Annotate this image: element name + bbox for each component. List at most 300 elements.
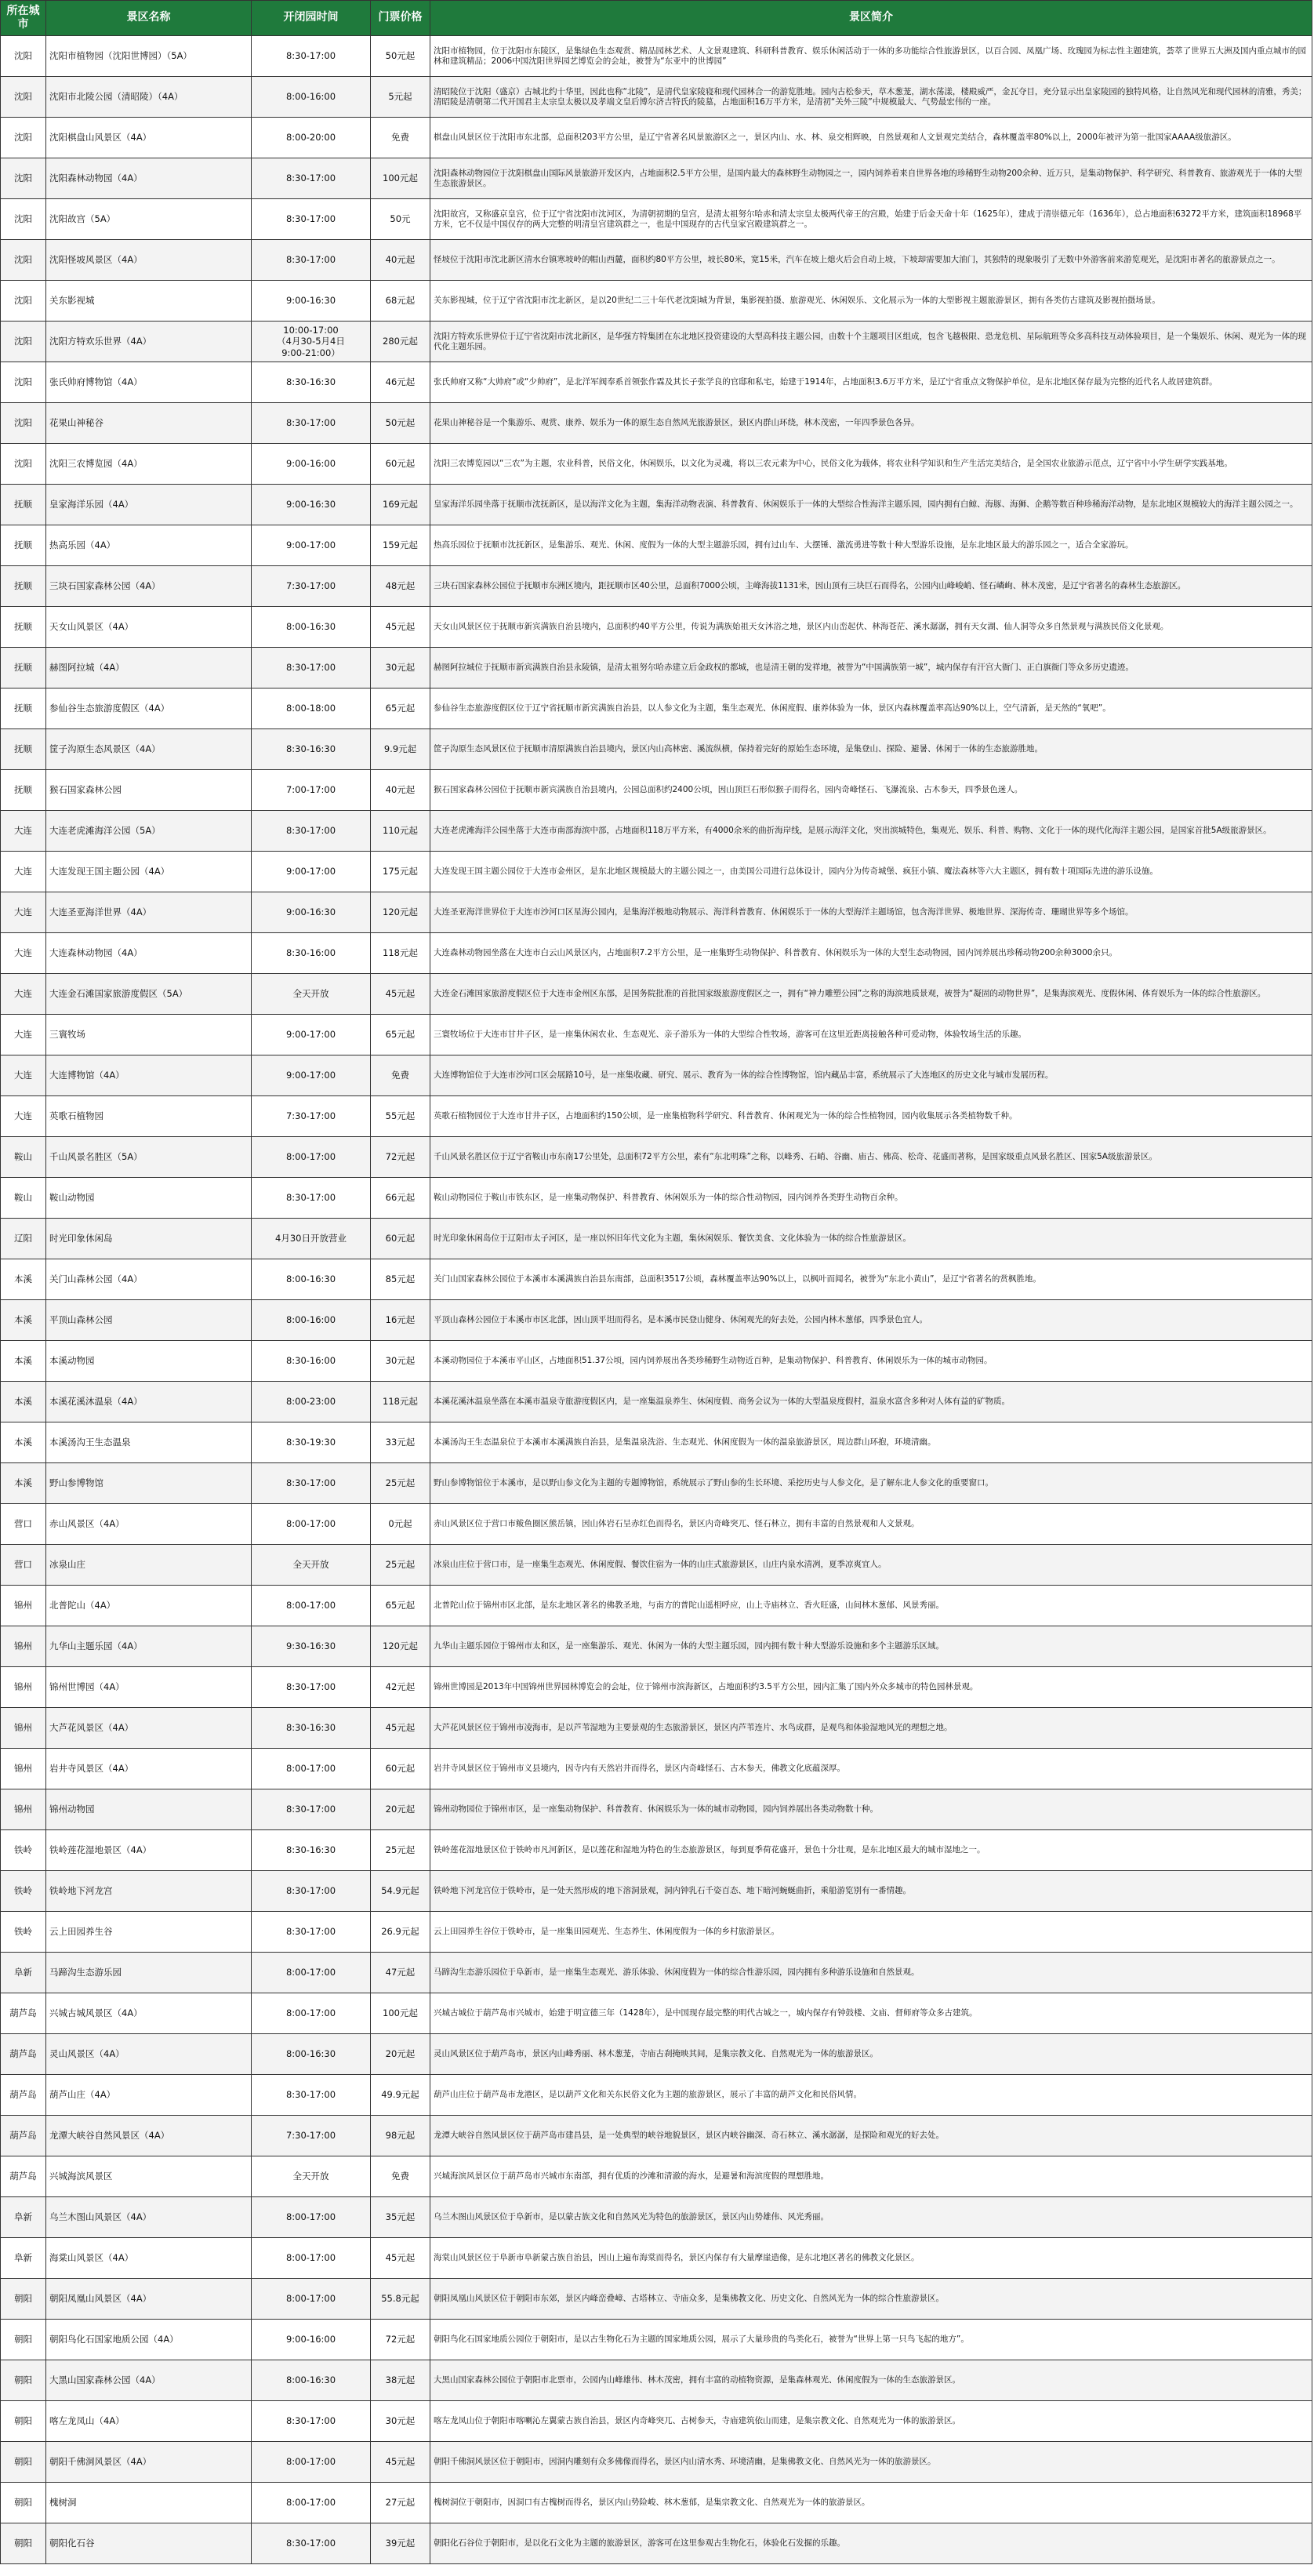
table-row xyxy=(1,525,1312,566)
opening-hours-cell: 全天开放 xyxy=(252,2156,371,2197)
opening-hours-cell: 8:00-17:00 xyxy=(252,2483,371,2523)
table-row xyxy=(1,485,1312,525)
introduction-cell: 沈阳森林动物园位于沈阳棋盘山国际风景旅游开发区内，占地面积2.5平方公里，是国内最大的森林野生动物园之一，园内饲养着来自世界各地的珍稀野生动物200余种、近万只，是集动物保护、科学研究、科普教育、旅游观光于一体的大型生态旅游景区。 xyxy=(430,158,1312,199)
opening-hours-cell: 9:00-17:00 xyxy=(252,1055,371,1096)
ticket-price-cell: 159元起 xyxy=(371,525,430,566)
ticket-price-cell: 免费 xyxy=(371,118,430,158)
city-cell: 朝阳 xyxy=(1,2279,46,2320)
table-row xyxy=(1,403,1312,444)
opening-hours-cell: 9:00-16:30 xyxy=(252,892,371,933)
table-row xyxy=(1,1830,1312,1871)
introduction-cell: 怪坡位于沈阳市沈北新区清水台镇寒坡岭的帽山西麓，面积约80平方公里，坡长80米，宽15米，汽车在坡上熄火后会自动上坡，下坡却需要加大油门，其独特的现象吸引了无数中外游客前来游览观光，是沈阳市著名的旅游景点之一。 xyxy=(430,240,1312,281)
city-cell: 抚顺 xyxy=(1,525,46,566)
opening-hours-cell: 8:30-17:00 xyxy=(252,1667,371,1708)
city-cell: 沈阳 xyxy=(1,118,46,158)
spot-name-cell: 云上田园养生谷 xyxy=(46,1912,252,1953)
table-row xyxy=(1,1259,1312,1300)
city-cell: 鞍山 xyxy=(1,1178,46,1219)
introduction-cell: 大连老虎滩海洋公园坐落于大连市南部海滨中部，占地面积118万平方米，有4000余米的曲折海岸线，是展示海洋文化，突出滨城特色，集观光、娱乐、科普、购物、文化于一体的现代化海洋主题公园，是国家首批5A级旅游景区。 xyxy=(430,811,1312,852)
opening-hours-cell: 7:30-17:00 xyxy=(252,1096,371,1137)
ticket-price-cell: 60元起 xyxy=(371,1749,430,1789)
introduction-cell: 关门山国家森林公园位于本溪市本溪满族自治县东南部，总面积3517公顷，森林覆盖率达90%以上，以枫叶而闻名，被誉为“东北小黄山”，是辽宁省著名的赏枫胜地。 xyxy=(430,1259,1312,1300)
city-cell: 阜新 xyxy=(1,2197,46,2238)
table-row xyxy=(1,36,1312,77)
ticket-price-cell: 55.8元起 xyxy=(371,2279,430,2320)
table-row xyxy=(1,1178,1312,1219)
ticket-price-cell: 30元起 xyxy=(371,648,430,689)
table-row xyxy=(1,1586,1312,1626)
city-cell: 沈阳 xyxy=(1,281,46,322)
table-row xyxy=(1,2238,1312,2279)
city-cell: 抚顺 xyxy=(1,770,46,811)
introduction-cell: 槐树洞位于朝阳市，因洞口有古槐树而得名，景区内山势险峻、林木葱郁，是集宗教文化、自然观光为一体的旅游景区。 xyxy=(430,2483,1312,2523)
spot-name-cell: 野山参博物馆 xyxy=(46,1463,252,1504)
introduction-cell: 热高乐园位于抚顺市沈抚新区，是集游乐、观光、休闲、度假为一体的大型主题游乐园，拥有过山车、大摆锤、激流勇进等数十种大型游乐设施，是东北地区最大的游乐园之一，适合全家游玩。 xyxy=(430,525,1312,566)
ticket-price-cell: 120元起 xyxy=(371,1626,430,1667)
introduction-cell: 朝阳鸟化石国家地质公园位于朝阳市，是以古生物化石为主题的国家地质公园，展示了大量珍贵的鸟类化石，被誉为“世界上第一只鸟飞起的地方”。 xyxy=(430,2320,1312,2360)
ticket-price-cell: 40元起 xyxy=(371,240,430,281)
opening-hours-cell: 8:30-17:00 xyxy=(252,1178,371,1219)
table-row xyxy=(1,1096,1312,1137)
spot-name-cell: 朝阳鸟化石国家地质公园（4A） xyxy=(46,2320,252,2360)
introduction-cell: 朝阳凤凰山风景区位于朝阳市东郊，景区内峰峦叠嶂、古塔林立、寺庙众多，是集佛教文化、历史文化、自然风光为一体的综合性旅游景区。 xyxy=(430,2279,1312,2320)
ticket-price-cell: 30元起 xyxy=(371,1341,430,1382)
opening-hours-cell: 10:00-17:00 （4月30-5月4日 9:00-21:00） xyxy=(252,322,371,362)
spot-name-cell: 沈阳市植物园（沈阳世博园）（5A） xyxy=(46,36,252,77)
table-row xyxy=(1,1055,1312,1096)
table-row xyxy=(1,240,1312,281)
introduction-cell: 沈阳三农博览园以“三农”为主题，农业科普，民俗文化，休闲娱乐，以文化为灵魂，将以三农元素为中心，民俗文化为载体，将农业科学知识和生产生活完美结合，是全国农业旅游示范点，辽宁省中小学生研学实践基地。 xyxy=(430,444,1312,485)
spot-name-cell: 龙潭大峡谷自然风景区（4A） xyxy=(46,2116,252,2156)
table-row xyxy=(1,1504,1312,1545)
city-cell: 葫芦岛 xyxy=(1,1993,46,2034)
opening-hours-cell: 8:00-17:00 xyxy=(252,1953,371,1993)
city-cell: 沈阳 xyxy=(1,322,46,362)
spot-name-cell: 英歌石植物园 xyxy=(46,1096,252,1137)
city-cell: 锦州 xyxy=(1,1586,46,1626)
spot-name-cell: 海棠山风景区（4A） xyxy=(46,2238,252,2279)
ticket-price-cell: 175元起 xyxy=(371,852,430,892)
introduction-cell: 沈阳故宫，又称盛京皇宫，位于辽宁省沈阳市沈河区，为清朝初期的皇宫，是清太祖努尔哈赤和清太宗皇太极两代帝王的宫殿，始建于后金天命十年（1625年），建成于清崇德元年（1636年），总占地面积63272平方米，建筑面积18968平方米，它不仅是中国仅存的两大完整的明清皇宫建筑群之一，也是中国现存的古代皇家宫殿建筑群之一。 xyxy=(430,199,1312,240)
city-cell: 抚顺 xyxy=(1,607,46,648)
city-cell: 葫芦岛 xyxy=(1,2075,46,2116)
ticket-price-cell: 98元起 xyxy=(371,2116,430,2156)
opening-hours-cell: 8:30-17:00 xyxy=(252,199,371,240)
city-cell: 锦州 xyxy=(1,1667,46,1708)
ticket-price-cell: 0元起 xyxy=(371,1504,430,1545)
spot-name-cell: 朝阳千佛洞风景区（4A） xyxy=(46,2442,252,2483)
spot-name-cell: 沈阳故宫（5A） xyxy=(46,199,252,240)
city-cell: 阜新 xyxy=(1,2238,46,2279)
opening-hours-cell: 全天开放 xyxy=(252,1545,371,1586)
spot-name-cell: 千山风景名胜区（5A） xyxy=(46,1137,252,1178)
table-row xyxy=(1,566,1312,607)
spot-name-cell: 马蹄沟生态游乐园 xyxy=(46,1953,252,1993)
header-introduction: 景区简介 xyxy=(430,1,1312,36)
introduction-cell: 朝阳化石谷位于朝阳市，是以化石文化为主题的旅游景区，游客可在这里参观古生物化石，体验化石发掘的乐趣。 xyxy=(430,2523,1312,2564)
spot-name-cell: 热高乐园（4A） xyxy=(46,525,252,566)
opening-hours-cell: 8:00-16:30 xyxy=(252,1259,371,1300)
spot-name-cell: 冰泉山庄 xyxy=(46,1545,252,1586)
ticket-price-cell: 110元起 xyxy=(371,811,430,852)
city-cell: 铁岭 xyxy=(1,1830,46,1871)
ticket-price-cell: 169元起 xyxy=(371,485,430,525)
table-body xyxy=(1,36,1312,2564)
ticket-price-cell: 100元起 xyxy=(371,1993,430,2034)
introduction-cell: 天女山风景区位于抚顺市新宾满族自治县境内，总面积约40平方公里，传说为满族始祖天女沐浴之地，景区内山峦起伏、林海苍茫、溪水潺潺，拥有天女湖、仙人洞等众多自然景观与满族民俗文化景观。 xyxy=(430,607,1312,648)
ticket-price-cell: 120元起 xyxy=(371,892,430,933)
introduction-cell: 时光印象休闲岛位于辽阳市太子河区，是一座以怀旧年代文化为主题，集休闲娱乐、餐饮美食、文化体验为一体的综合性旅游景区。 xyxy=(430,1219,1312,1259)
opening-hours-cell: 8:00-16:00 xyxy=(252,77,371,118)
introduction-cell: 喀左龙凤山位于朝阳市喀喇沁左翼蒙古族自治县，景区内奇峰突兀、古树参天，寺庙建筑依山而建，是集宗教文化、自然观光为一体的旅游景区。 xyxy=(430,2401,1312,2442)
introduction-cell: 大连圣亚海洋世界位于大连市沙河口区星海公园内，是集海洋极地动物展示、海洋科普教育、休闲娱乐于一体的大型海洋主题场馆，包含海洋世界、极地世界、深海传奇、珊瑚世界等多个场馆。 xyxy=(430,892,1312,933)
spot-name-cell: 乌兰木图山风景区（4A） xyxy=(46,2197,252,2238)
city-cell: 大连 xyxy=(1,852,46,892)
spot-name-cell: 本溪动物园 xyxy=(46,1341,252,1382)
city-cell: 大连 xyxy=(1,811,46,852)
table-row xyxy=(1,2197,1312,2238)
city-cell: 葫芦岛 xyxy=(1,2116,46,2156)
introduction-cell: 清昭陵位于沈阳（盛京）古城北约十华里，因此也称“北陵”，是清代皇家陵寝和现代园林合一的游览胜地。园内古松参天，草木葱茏，湖水荡漾，楼殿威严，金瓦夺目，充分显示出皇家陵园的独特风格，让自然风光和现代园林的清雅，秀美；清昭陵是清朝第二代开国君主太宗皇太极以及孝端文皇后博尔济吉特氏的陵墓，占地面积16万平方米，是清初“关外三陵”中规模最大、气势最宏伟的一座。 xyxy=(430,77,1312,118)
ticket-price-cell: 20元起 xyxy=(371,1789,430,1830)
table-row xyxy=(1,2523,1312,2564)
opening-hours-cell: 8:30-17:00 xyxy=(252,36,371,77)
introduction-cell: 本溪动物园位于本溪市平山区，占地面积51.37公顷，园内饲养展出各类珍稀野生动物近百种，是集动物保护、科普教育、休闲娱乐为一体的城市动物园。 xyxy=(430,1341,1312,1382)
ticket-price-cell: 66元起 xyxy=(371,1178,430,1219)
opening-hours-cell: 8:30-16:00 xyxy=(252,1341,371,1382)
spot-name-cell: 鞍山动物园 xyxy=(46,1178,252,1219)
ticket-price-cell: 42元起 xyxy=(371,1667,430,1708)
header-ticket-price: 门票价格 xyxy=(371,1,430,36)
city-cell: 沈阳 xyxy=(1,444,46,485)
ticket-price-cell: 39元起 xyxy=(371,2523,430,2564)
opening-hours-cell: 9:00-16:30 xyxy=(252,485,371,525)
city-cell: 阜新 xyxy=(1,1953,46,1993)
table-row xyxy=(1,1341,1312,1382)
ticket-price-cell: 60元起 xyxy=(371,1219,430,1259)
opening-hours-cell: 9:00-16:30 xyxy=(252,281,371,322)
ticket-price-cell: 118元起 xyxy=(371,933,430,974)
city-cell: 鞍山 xyxy=(1,1137,46,1178)
table-row xyxy=(1,1422,1312,1463)
city-cell: 沈阳 xyxy=(1,36,46,77)
city-cell: 朝阳 xyxy=(1,2360,46,2401)
opening-hours-cell: 8:30-16:30 xyxy=(252,1708,371,1749)
table-row xyxy=(1,1667,1312,1708)
city-cell: 本溪 xyxy=(1,1463,46,1504)
ticket-price-cell: 68元起 xyxy=(371,281,430,322)
spot-name-cell: 参仙谷生态旅游度假区（4A） xyxy=(46,689,252,729)
spot-name-cell: 本溪汤沟王生态温泉 xyxy=(46,1422,252,1463)
ticket-price-cell: 65元起 xyxy=(371,1586,430,1626)
table-row xyxy=(1,2279,1312,2320)
city-cell: 本溪 xyxy=(1,1341,46,1382)
opening-hours-cell: 8:30-17:00 xyxy=(252,1463,371,1504)
spot-name-cell: 沈阳棋盘山风景区（4A） xyxy=(46,118,252,158)
opening-hours-cell: 8:30-17:00 xyxy=(252,1789,371,1830)
table-row xyxy=(1,281,1312,322)
spot-name-cell: 大连博物馆（4A） xyxy=(46,1055,252,1096)
spot-name-cell: 三寰牧场 xyxy=(46,1015,252,1055)
city-cell: 朝阳 xyxy=(1,2442,46,2483)
ticket-price-cell: 26.9元起 xyxy=(371,1912,430,1953)
table-row xyxy=(1,770,1312,811)
introduction-cell: 沈阳方特欢乐世界位于辽宁省沈阳市沈北新区，是华强方特集团在东北地区投资建设的大型高科技主题公园，由数十个主题项目区组成，包含飞越极限、恐龙危机、星际航班等众多高科技互动体验项目，是一个集娱乐、休闲、观光为一体的现代化主题乐园。 xyxy=(430,322,1312,362)
ticket-price-cell: 25元起 xyxy=(371,1830,430,1871)
table-row xyxy=(1,362,1312,403)
introduction-cell: 参仙谷生态旅游度假区位于辽宁省抚顺市新宾满族自治县，以人参文化为主题，集生态观光、休闲度假、康养体验为一体，景区内森林覆盖率高达90%以上，空气清新，是天然的“氧吧”。 xyxy=(430,689,1312,729)
table-row xyxy=(1,1912,1312,1953)
spot-name-cell: 平顶山森林公园 xyxy=(46,1300,252,1341)
introduction-cell: 朝阳千佛洞风景区位于朝阳市，因洞内雕刻有众多佛像而得名，景区内山清水秀、环境清幽，是集佛教文化、自然风光为一体的旅游景区。 xyxy=(430,2442,1312,2483)
ticket-price-cell: 16元起 xyxy=(371,1300,430,1341)
opening-hours-cell: 8:00-20:00 xyxy=(252,118,371,158)
opening-hours-cell: 9:00-17:00 xyxy=(252,852,371,892)
introduction-cell: 云上田园养生谷位于铁岭市，是一座集田园观光、生态养生、休闲度假为一体的乡村旅游景区。 xyxy=(430,1912,1312,1953)
table-row xyxy=(1,1993,1312,2034)
introduction-cell: 关东影视城，位于辽宁省沈阳市沈北新区，是以20世纪二三十年代老沈阳城为背景，集影视拍摄、旅游观光、休闲娱乐、文化展示为一体的大型影视主题旅游景区，拥有各类仿古建筑及影视拍摄场景。 xyxy=(430,281,1312,322)
opening-hours-cell: 9:00-17:00 xyxy=(252,525,371,566)
table-row xyxy=(1,892,1312,933)
header-opening-hours: 开闭园时间 xyxy=(252,1,371,36)
city-cell: 抚顺 xyxy=(1,648,46,689)
spot-name-cell: 沈阳怪坡风景区（4A） xyxy=(46,240,252,281)
header-row xyxy=(1,1,1312,36)
introduction-cell: 花果山神秘谷是一个集游乐、观赏、康养、娱乐为一体的原生态自然风光旅游景区，景区内群山环绕，林木茂密，一年四季景色各异。 xyxy=(430,403,1312,444)
opening-hours-cell: 8:00-16:30 xyxy=(252,2360,371,2401)
spot-name-cell: 朝阳凤凰山风景区（4A） xyxy=(46,2279,252,2320)
table-row xyxy=(1,1626,1312,1667)
introduction-cell: 三寰牧场位于大连市甘井子区，是一座集休闲农业、生态观光、亲子游乐为一体的大型综合性牧场，游客可在这里近距离接触各种可爱动物，体验牧场生活的乐趣。 xyxy=(430,1015,1312,1055)
introduction-cell: 大连森林动物园坐落在大连市白云山风景区内，占地面积7.2平方公里，是一座集野生动物保护、科普教育、休闲娱乐为一体的大型生态动物园，园内饲养展出珍稀动物200余种3000余只。 xyxy=(430,933,1312,974)
introduction-cell: 英歌石植物园位于大连市甘井子区，占地面积约150公顷，是一座集植物科学研究、科普教育、休闲观光为一体的综合性植物园，园内收集展示各类植物数千种。 xyxy=(430,1096,1312,1137)
city-cell: 沈阳 xyxy=(1,362,46,403)
introduction-cell: 龙潭大峡谷自然风景区位于葫芦岛市建昌县，是一处典型的峡谷地貌景区，景区内峡谷幽深、奇石林立、溪水潺潺，是探险和观光的好去处。 xyxy=(430,2116,1312,2156)
opening-hours-cell: 8:00-16:30 xyxy=(252,607,371,648)
ticket-price-cell: 33元起 xyxy=(371,1422,430,1463)
opening-hours-cell: 全天开放 xyxy=(252,974,371,1015)
ticket-price-cell: 45元起 xyxy=(371,1708,430,1749)
opening-hours-cell: 8:00-17:00 xyxy=(252,1993,371,2034)
table-row xyxy=(1,2442,1312,2483)
introduction-cell: 冰泉山庄位于营口市，是一座集生态观光、休闲度假、餐饮住宿为一体的山庄式旅游景区，山庄内泉水清冽，夏季凉爽宜人。 xyxy=(430,1545,1312,1586)
ticket-price-cell: 100元起 xyxy=(371,158,430,199)
introduction-cell: 张氏帅府又称“大帅府”或“少帅府”，是北洋军阀奉系首领张作霖及其长子张学良的官邸和私宅，始建于1914年，占地面积3.6万平方米，是辽宁省重点文物保护单位，是东北地区保存最为完整的近代名人故居建筑群。 xyxy=(430,362,1312,403)
city-cell: 大连 xyxy=(1,933,46,974)
introduction-cell: 大连金石滩国家旅游度假区位于大连市金州区东部，是国务院批准的首批国家级旅游度假区之一，拥有“神力雕塑公园”之称的海滨地质景观，被誉为“凝固的动物世界”，是集海滨观光、度假休闲、体育娱乐为一体的综合性旅游区。 xyxy=(430,974,1312,1015)
table-row xyxy=(1,444,1312,485)
introduction-cell: 岩井寺风景区位于锦州市义县境内，因寺内有天然岩井而得名，景区内奇峰怪石、古木参天，佛教文化底蕴深厚。 xyxy=(430,1749,1312,1789)
city-cell: 大连 xyxy=(1,1055,46,1096)
city-cell: 营口 xyxy=(1,1504,46,1545)
table-row xyxy=(1,1137,1312,1178)
opening-hours-cell: 8:00-23:00 xyxy=(252,1382,371,1422)
introduction-cell: 三块石国家森林公园位于抚顺市东洲区境内，距抚顺市区40公里，总面积7000公顷，主峰海拔1131米，因山顶有三块巨石而得名，公园内山峰峻峭、怪石嶙峋、林木茂密，是辽宁省著名的森林生态旅游区。 xyxy=(430,566,1312,607)
opening-hours-cell: 8:30-16:30 xyxy=(252,729,371,770)
table-row xyxy=(1,1219,1312,1259)
opening-hours-cell: 8:30-17:00 xyxy=(252,1912,371,1953)
table-row xyxy=(1,689,1312,729)
ticket-price-cell: 47元起 xyxy=(371,1953,430,1993)
ticket-price-cell: 38元起 xyxy=(371,2360,430,2401)
table-row xyxy=(1,933,1312,974)
table-row xyxy=(1,2360,1312,2401)
opening-hours-cell: 7:30-17:00 xyxy=(252,2116,371,2156)
opening-hours-cell: 9:00-16:00 xyxy=(252,2320,371,2360)
ticket-price-cell: 118元起 xyxy=(371,1382,430,1422)
opening-hours-cell: 8:00-17:00 xyxy=(252,2442,371,2483)
ticket-price-cell: 49.9元起 xyxy=(371,2075,430,2116)
introduction-cell: 猴石国家森林公园位于抚顺市新宾满族自治县境内，公园总面积约2400公顷，因山顶巨石形似猴子而得名，园内奇峰怪石、飞瀑流泉、古木参天，四季景色迷人。 xyxy=(430,770,1312,811)
introduction-cell: 兴城古城位于葫芦岛市兴城市，始建于明宣德三年（1428年），是中国现存最完整的明代古城之一，城内保存有钟鼓楼、文庙、督师府等众多古建筑。 xyxy=(430,1993,1312,2034)
ticket-price-cell: 9.9元起 xyxy=(371,729,430,770)
opening-hours-cell: 8:30-17:00 xyxy=(252,1871,371,1912)
opening-hours-cell: 8:30-17:00 xyxy=(252,648,371,689)
city-cell: 本溪 xyxy=(1,1422,46,1463)
table-row xyxy=(1,1749,1312,1789)
introduction-cell: 铁岭地下河龙宫位于铁岭市，是一处天然形成的地下溶洞景观，洞内钟乳石千姿百态、地下暗河蜿蜒曲折，乘船游览别有一番情趣。 xyxy=(430,1871,1312,1912)
spot-name-cell: 九华山主题乐园（4A） xyxy=(46,1626,252,1667)
spot-name-cell: 大连圣亚海洋世界（4A） xyxy=(46,892,252,933)
table-row xyxy=(1,1871,1312,1912)
spot-name-cell: 猴石国家森林公园 xyxy=(46,770,252,811)
header-city: 所在城市 xyxy=(1,1,46,36)
ticket-price-cell: 40元起 xyxy=(371,770,430,811)
introduction-cell: 乌兰木图山风景区位于阜新市，是以蒙古族文化和自然风光为特色的旅游景区，景区内山势雄伟、风光秀丽。 xyxy=(430,2197,1312,2238)
ticket-price-cell: 72元起 xyxy=(371,2320,430,2360)
spot-name-cell: 三块石国家森林公园（4A） xyxy=(46,566,252,607)
header-spot-name: 景区名称 xyxy=(46,1,252,36)
city-cell: 沈阳 xyxy=(1,403,46,444)
city-cell: 本溪 xyxy=(1,1259,46,1300)
spot-name-cell: 岩井寺风景区（4A） xyxy=(46,1749,252,1789)
ticket-price-cell: 30元起 xyxy=(371,2401,430,2442)
ticket-price-cell: 50元起 xyxy=(371,36,430,77)
opening-hours-cell: 8:30-17:00 xyxy=(252,403,371,444)
introduction-cell: 鞍山动物园位于鞍山市铁东区，是一座集动物保护、科普教育、休闲娱乐为一体的综合性动物园，园内饲养各类野生动物百余种。 xyxy=(430,1178,1312,1219)
introduction-cell: 皇家海洋乐园坐落于抚顺市沈抚新区，是以海洋文化为主题，集海洋动物表演、科普教育、休闲娱乐于一体的大型综合性海洋主题乐园，园内拥有白鲸、海豚、海狮、企鹅等数百种珍稀海洋动物，是东北地区规模较大的海洋主题公园之一。 xyxy=(430,485,1312,525)
ticket-price-cell: 25元起 xyxy=(371,1545,430,1586)
table-row xyxy=(1,2075,1312,2116)
ticket-price-cell: 35元起 xyxy=(371,2197,430,2238)
spot-name-cell: 北普陀山（4A） xyxy=(46,1586,252,1626)
introduction-cell: 灵山风景区位于葫芦岛市，景区内山峰秀丽、林木葱茏，寺庙古刹掩映其间，是集宗教文化、自然观光为一体的旅游景区。 xyxy=(430,2034,1312,2075)
introduction-cell: 沈阳市植物园，位于沈阳市东陵区，是集绿色生态观赏、精品园林艺术、人文景观建筑、科研科普教育、娱乐休闲活动于一体的多功能综合性旅游景区，以百合园、凤凰广场、玫瑰园为标志性主题建筑，荟萃了世界五大洲及国内重点城市的园林和建筑精品；2006中国沈阳世界园艺博览会的会址，被誉为“东亚中的世博园” xyxy=(430,36,1312,77)
table-row xyxy=(1,1953,1312,1993)
opening-hours-cell: 7:30-17:00 xyxy=(252,566,371,607)
spot-name-cell: 灵山风景区（4A） xyxy=(46,2034,252,2075)
city-cell: 本溪 xyxy=(1,1300,46,1341)
opening-hours-cell: 7:00-17:00 xyxy=(252,770,371,811)
spot-name-cell: 大黑山国家森林公园（4A） xyxy=(46,2360,252,2401)
introduction-cell: 大芦花风景区位于锦州市凌海市，是以芦苇湿地为主要景观的生态旅游景区，景区内芦苇连片、水鸟成群，是观鸟和体验湿地风光的理想之地。 xyxy=(430,1708,1312,1749)
city-cell: 锦州 xyxy=(1,1708,46,1749)
table-row xyxy=(1,607,1312,648)
spot-name-cell: 锦州世博园（4A） xyxy=(46,1667,252,1708)
ticket-price-cell: 54.9元起 xyxy=(371,1871,430,1912)
spot-name-cell: 张氏帅府博物馆（4A） xyxy=(46,362,252,403)
spot-name-cell: 大连老虎滩海洋公园（5A） xyxy=(46,811,252,852)
city-cell: 铁岭 xyxy=(1,1912,46,1953)
opening-hours-cell: 8:00-17:00 xyxy=(252,1749,371,1789)
opening-hours-cell: 8:00-17:00 xyxy=(252,2238,371,2279)
introduction-cell: 赫图阿拉城位于抚顺市新宾满族自治县永陵镇，是清太祖努尔哈赤建立后金政权的都城，也是清王朝的发祥地，被誉为“中国满族第一城”，城内保存有汗宫大衙门、正白旗衙门等众多历史遗迹。 xyxy=(430,648,1312,689)
spot-name-cell: 本溪花溪沐温泉（4A） xyxy=(46,1382,252,1422)
city-cell: 朝阳 xyxy=(1,2401,46,2442)
opening-hours-cell: 9:00-16:00 xyxy=(252,444,371,485)
city-cell: 沈阳 xyxy=(1,240,46,281)
table-row xyxy=(1,648,1312,689)
introduction-cell: 铁岭莲花湿地景区位于铁岭市凡河新区，是以莲花和湿地为特色的生态旅游景区，每到夏季荷花盛开，景色十分壮观，是东北地区最大的城市湿地之一。 xyxy=(430,1830,1312,1871)
table-row xyxy=(1,1382,1312,1422)
ticket-price-cell: 45元起 xyxy=(371,974,430,1015)
spot-name-cell: 铁岭莲花湿地景区（4A） xyxy=(46,1830,252,1871)
spot-name-cell: 关东影视城 xyxy=(46,281,252,322)
spot-name-cell: 赤山风景区（4A） xyxy=(46,1504,252,1545)
spot-name-cell: 花果山神秘谷 xyxy=(46,403,252,444)
ticket-price-cell: 免费 xyxy=(371,2156,430,2197)
table-row xyxy=(1,2116,1312,2156)
table-row xyxy=(1,1545,1312,1586)
table-row xyxy=(1,322,1312,362)
city-cell: 朝阳 xyxy=(1,2320,46,2360)
opening-hours-cell: 8:30-17:00 xyxy=(252,240,371,281)
city-cell: 锦州 xyxy=(1,1749,46,1789)
city-cell: 铁岭 xyxy=(1,1871,46,1912)
table-row xyxy=(1,2156,1312,2197)
spot-name-cell: 兴城古城风景区（4A） xyxy=(46,1993,252,2034)
spot-name-cell: 朝阳化石谷 xyxy=(46,2523,252,2564)
ticket-price-cell: 280元起 xyxy=(371,322,430,362)
table-row xyxy=(1,199,1312,240)
introduction-cell: 锦州世博园是2013年中国锦州世界园林博览会的会址，位于锦州市滨海新区，占地面积约3.5平方公里，园内汇集了国内外众多城市的特色园林景观。 xyxy=(430,1667,1312,1708)
opening-hours-cell: 8:30-17:00 xyxy=(252,2523,371,2564)
introduction-cell: 大黑山国家森林公园位于朝阳市北票市，公园内山峰雄伟、林木茂密，拥有丰富的动植物资源，是集森林观光、休闲度假为一体的生态旅游景区。 xyxy=(430,2360,1312,2401)
city-cell: 大连 xyxy=(1,1015,46,1055)
introduction-cell: 本溪汤沟王生态温泉位于本溪市本溪满族自治县，是集温泉洗浴、生态观光、休闲度假为一体的温泉旅游景区，周边群山环抱，环境清幽。 xyxy=(430,1422,1312,1463)
city-cell: 朝阳 xyxy=(1,2483,46,2523)
spot-name-cell: 赫图阿拉城（4A） xyxy=(46,648,252,689)
spot-name-cell: 皇家海洋乐园（4A） xyxy=(46,485,252,525)
introduction-cell: 锦州动物园位于锦州市区，是一座集动物保护、科普教育、休闲娱乐为一体的城市动物园，园内饲养展出各类动物数十种。 xyxy=(430,1789,1312,1830)
city-cell: 大连 xyxy=(1,892,46,933)
table-row xyxy=(1,2320,1312,2360)
city-cell: 沈阳 xyxy=(1,158,46,199)
city-cell: 大连 xyxy=(1,1096,46,1137)
city-cell: 沈阳 xyxy=(1,77,46,118)
ticket-price-cell: 免费 xyxy=(371,1055,430,1096)
table-row xyxy=(1,1708,1312,1749)
ticket-price-cell: 72元起 xyxy=(371,1137,430,1178)
opening-hours-cell: 4月30日开放营业 xyxy=(252,1219,371,1259)
table-row xyxy=(1,2034,1312,2075)
introduction-cell: 大连发现王国主题公园位于大连市金州区，是东北地区规模最大的主题公园之一，由美国公司进行总体设计，园内分为传奇城堡、疯狂小镇、魔法森林等六大主题区，拥有数十项国际先进的游乐设施。 xyxy=(430,852,1312,892)
opening-hours-cell: 8:30-17:00 xyxy=(252,811,371,852)
opening-hours-cell: 8:00-16:30 xyxy=(252,2034,371,2075)
ticket-price-cell: 20元起 xyxy=(371,2034,430,2075)
city-cell: 葫芦岛 xyxy=(1,2156,46,2197)
city-cell: 锦州 xyxy=(1,1626,46,1667)
table-row xyxy=(1,1463,1312,1504)
table-row xyxy=(1,77,1312,118)
table-row xyxy=(1,1789,1312,1830)
ticket-price-cell: 45元起 xyxy=(371,2442,430,2483)
opening-hours-cell: 9:30-16:30 xyxy=(252,1626,371,1667)
spot-name-cell: 大连金石滩国家旅游度假区（5A） xyxy=(46,974,252,1015)
city-cell: 本溪 xyxy=(1,1382,46,1422)
city-cell: 葫芦岛 xyxy=(1,2034,46,2075)
opening-hours-cell: 8:30-16:30 xyxy=(252,1830,371,1871)
